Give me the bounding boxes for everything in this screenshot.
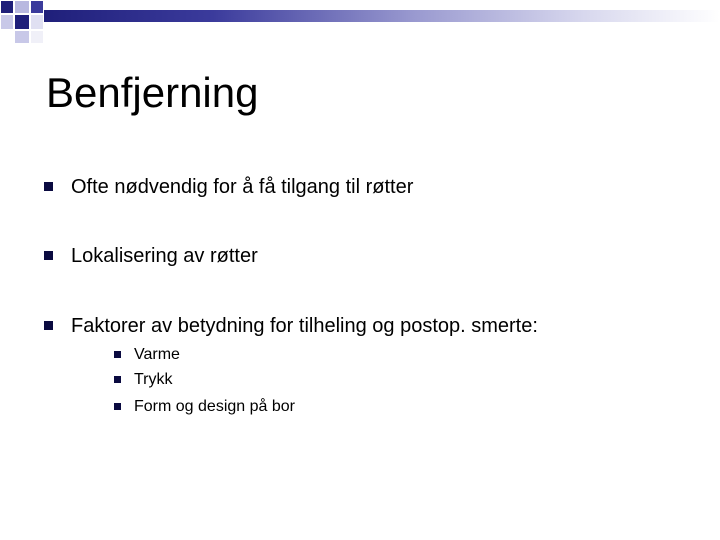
decor-square — [0, 0, 14, 14]
decor-square — [0, 14, 14, 30]
slide-title: Benfjerning — [46, 69, 259, 116]
header-gradient-bar — [44, 10, 720, 22]
bullet-text: Ofte nødvendig for å få tilgang til røtter — [71, 176, 414, 198]
square-bullet-icon — [44, 321, 53, 330]
decor-square — [14, 14, 30, 30]
square-bullet-icon — [114, 351, 121, 358]
decor-square — [14, 30, 30, 44]
decor-square — [30, 14, 44, 30]
decor-square — [14, 0, 30, 14]
sub-bullet-text: Trykk — [134, 371, 173, 388]
square-bullet-icon — [114, 376, 121, 383]
decor-square — [30, 30, 44, 44]
sub-bullet-text: Varme — [134, 346, 180, 363]
decor-square — [30, 0, 44, 14]
bullet-text: Lokalisering av røtter — [71, 245, 258, 267]
header-decoration — [0, 0, 720, 50]
sub-bullet-text: Form og design på bor — [134, 398, 295, 415]
square-bullet-icon — [44, 182, 53, 191]
bullet-text: Faktorer av betydning for tilheling og postop. smerte: — [71, 315, 538, 337]
square-bullet-icon — [114, 403, 121, 410]
square-bullet-icon — [44, 251, 53, 260]
